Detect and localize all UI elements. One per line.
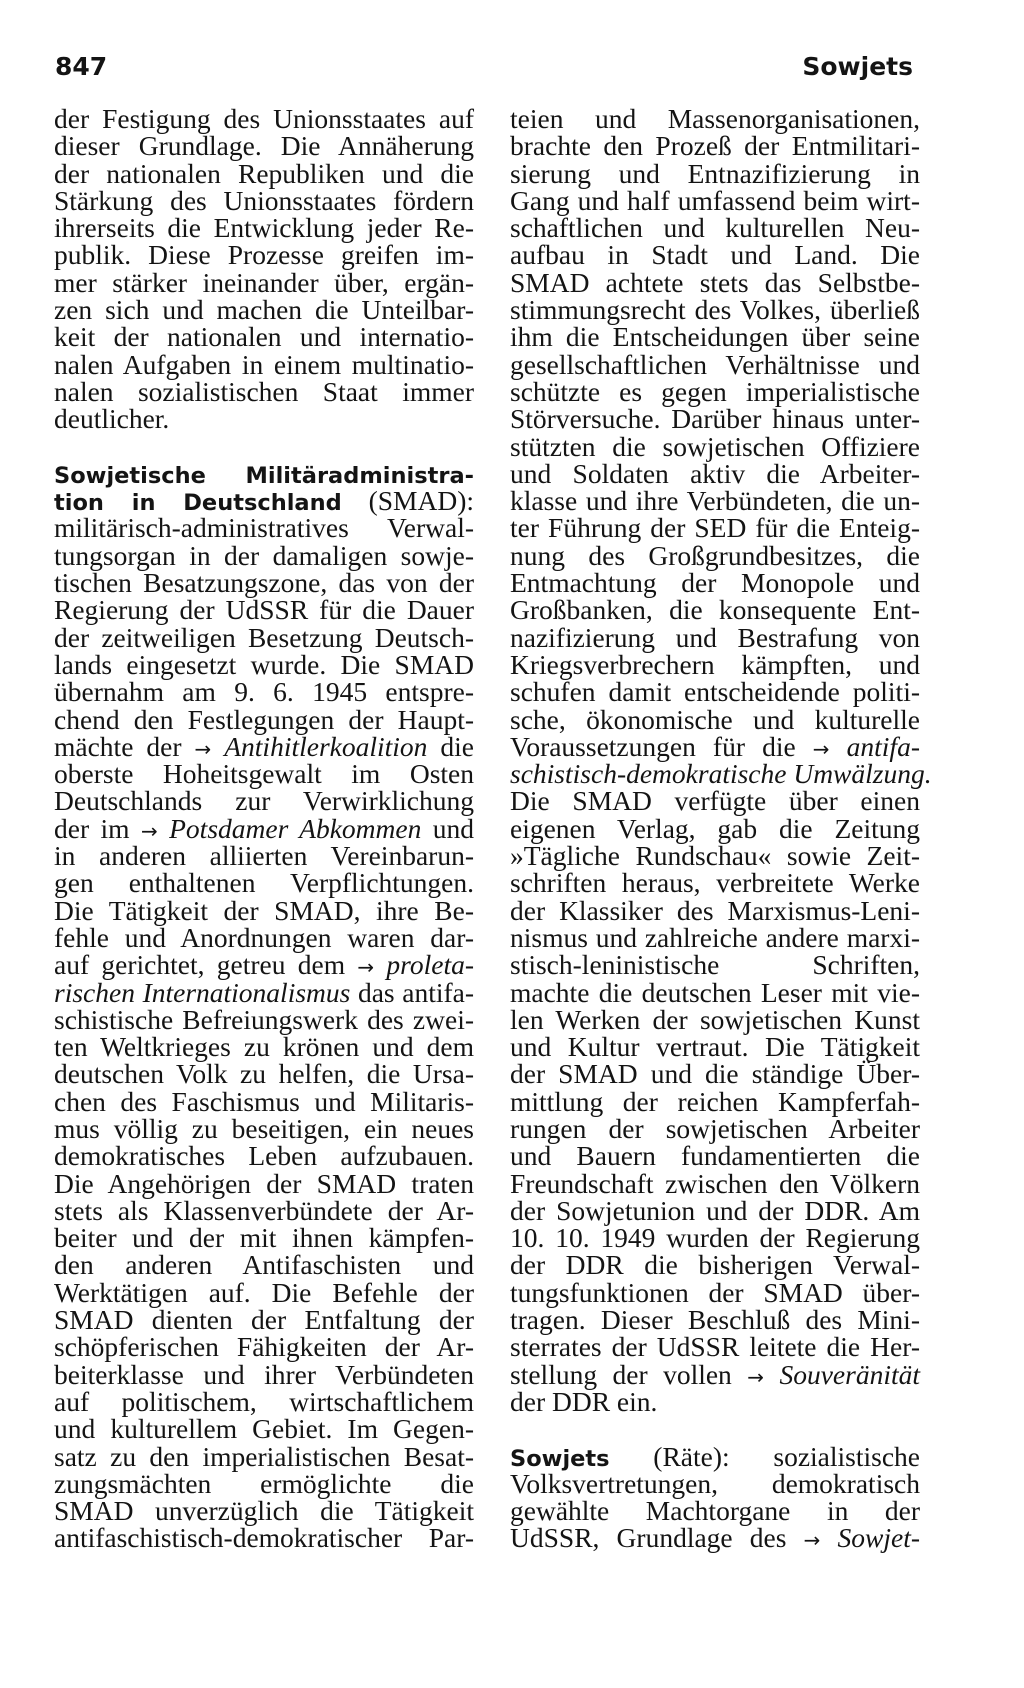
text-line-content: fehle und Anordnungen waren dar- xyxy=(54,921,474,953)
text-line-content: den anderen Antifaschisten und xyxy=(54,1249,474,1281)
text-line xyxy=(54,621,474,653)
text-line xyxy=(510,730,920,762)
text-line-content: und Kultur vertraut. Die Tätigkeit xyxy=(510,1031,920,1063)
text-line-content: der Sowjetunion und der DDR. Am xyxy=(510,1194,920,1226)
text-line xyxy=(510,457,920,489)
text-line xyxy=(510,567,920,599)
text-line xyxy=(54,485,475,517)
text-line-content: 10. 10. 1949 wurden der Regierung xyxy=(510,1222,920,1254)
text-line-content: Störversuche. Darüber hinaus unter- xyxy=(510,403,920,435)
text-line xyxy=(54,1194,474,1226)
text-line-content: der DDR die bisherigen Verwal- xyxy=(510,1249,920,1281)
text-line-content: auf politischem, wirtschaftlichem xyxy=(54,1385,474,1417)
text-line xyxy=(510,212,920,244)
text-line xyxy=(510,1249,920,1281)
text-line-content: aufbau in Stadt und Land. Die xyxy=(510,239,920,271)
text-line-content: ten Weltkrieges zu krönen und dem xyxy=(54,1031,474,1063)
cross-reference-link[interactable]: antifa- xyxy=(846,730,920,762)
arrow-icon: → xyxy=(357,955,375,980)
text-line-content: dieser Grundlage. Die Annäherung xyxy=(54,130,474,162)
text-line xyxy=(54,758,474,790)
text-line xyxy=(54,239,474,271)
text-line-content: nalen Aufgaben in einem multinatio- xyxy=(54,348,474,380)
text-line xyxy=(510,812,920,844)
text-line-content: Kriegsverbrechern kämpften, und xyxy=(510,648,920,680)
text-segment: der im xyxy=(54,812,130,844)
text-line xyxy=(510,184,920,216)
text-line xyxy=(510,1467,920,1499)
text-line xyxy=(510,1031,920,1063)
text-segment: und xyxy=(432,812,475,844)
text-line-content: Die SMAD verfügte über einen xyxy=(510,785,920,817)
text-line-content: publik. Diese Prozesse greifen im- xyxy=(54,239,474,271)
text-line xyxy=(54,105,474,132)
text-line-content: Werktätigen auf. Die Befehle der xyxy=(54,1276,474,1308)
text-line xyxy=(54,1003,474,1035)
text-line xyxy=(510,1276,920,1308)
cross-reference-link[interactable]: Potsdamer Abkommen xyxy=(169,812,422,844)
text-line xyxy=(510,676,920,708)
text-line-content: teien und Massenorganisationen, xyxy=(510,103,920,134)
text-line-content: stisch-leninistische Schriften, xyxy=(510,949,920,981)
text-line xyxy=(510,1058,920,1090)
text-line-content: der zeitweiligen Besetzung Deutsch- xyxy=(54,621,474,653)
text-line-content: schufen damit entscheidende politi- xyxy=(510,676,920,708)
text-line-content: deutschen Volk zu helfen, die Ursa- xyxy=(54,1058,474,1090)
text-line xyxy=(510,1167,920,1199)
text-line-content: Die Tätigkeit der SMAD, ihre Be- xyxy=(54,894,474,926)
text-line-content: sche, ökonomische und kulturelle xyxy=(510,703,920,735)
entry-abbreviation: (SMAD): xyxy=(368,485,475,517)
text-line-content: tungsorgan in der damaligen sowje- xyxy=(54,539,474,571)
text-line xyxy=(510,867,920,899)
text-line-content: brachte den Prozeß der Entmilitari- xyxy=(510,130,920,162)
text-line-content: sterrates der UdSSR leitete die Her- xyxy=(510,1331,920,1363)
text-line-content: machte die deutschen Leser mit vie- xyxy=(510,976,920,1008)
text-line xyxy=(510,1358,920,1390)
text-line xyxy=(510,1304,920,1336)
text-line xyxy=(54,921,474,953)
text-line xyxy=(54,676,474,708)
text-line xyxy=(510,648,920,680)
text-line xyxy=(510,105,920,132)
text-line-content: eigenen Verlag, gab die Zeitung xyxy=(510,812,920,844)
text-line-content: len Werken der sowjetischen Kunst xyxy=(510,1003,920,1035)
text-line-content: tungsfunktionen der SMAD über- xyxy=(510,1276,920,1308)
text-line xyxy=(54,1385,474,1417)
text-line-content: antifaschistisch-demokratischer Par- xyxy=(54,1522,474,1554)
text-line xyxy=(54,703,474,735)
arrow-icon: → xyxy=(194,736,212,761)
text-line xyxy=(510,348,920,380)
text-line xyxy=(510,840,920,872)
text-line-content: Entmachtung der Monopole und xyxy=(510,567,920,599)
text-line xyxy=(510,785,920,817)
left-column xyxy=(54,105,474,1552)
text-line xyxy=(510,758,932,790)
cross-reference-link[interactable]: Sowjet- xyxy=(837,1522,921,1554)
text-line xyxy=(54,1522,474,1554)
text-line-content: beiterklasse und ihrer Verbündeten xyxy=(54,1358,474,1390)
text-line-content: Freundschaft zwischen den Völkern xyxy=(510,1167,920,1199)
text-segment: Voraussetzungen für die xyxy=(510,730,796,762)
text-line xyxy=(54,1112,474,1144)
text-line xyxy=(510,239,920,271)
arrow-icon: → xyxy=(812,736,830,761)
text-line-content: zungsmächten ermöglichte die xyxy=(54,1467,474,1499)
text-line xyxy=(54,1140,474,1172)
text-line-content: in anderen alliierten Vereinbarun- xyxy=(54,840,474,872)
text-line xyxy=(54,212,474,244)
text-line-content: schützte es gegen imperialistische xyxy=(510,375,920,407)
text-line xyxy=(54,433,474,460)
text-line xyxy=(54,184,474,216)
text-line xyxy=(510,1331,920,1363)
text-line xyxy=(54,894,474,926)
cross-reference-link[interactable]: proleta- xyxy=(386,949,474,981)
text-line xyxy=(510,403,920,435)
text-line xyxy=(54,1331,474,1363)
arrow-icon: → xyxy=(747,1364,765,1389)
text-line xyxy=(510,1085,920,1117)
text-line-content: mittlung der reichen Kampferfah- xyxy=(510,1085,920,1117)
text-line-content: sierung und Entnazifizierung in xyxy=(510,157,920,189)
text-line xyxy=(54,539,474,571)
text-line-content: Gang und half umfassend beim wirt- xyxy=(510,184,920,216)
text-line xyxy=(510,130,920,162)
text-line xyxy=(510,1112,920,1144)
text-line xyxy=(54,348,474,380)
text-line-content: SMAD unverzüglich die Tätigkeit xyxy=(54,1495,474,1527)
text-line-content: beiter und der mit ihnen kämpfen- xyxy=(54,1222,474,1254)
text-line-content: keit der nationalen und internatio- xyxy=(54,321,474,353)
text-line xyxy=(54,1495,474,1527)
text-line xyxy=(510,703,920,735)
text-line-content: der Festigung des Unionsstaates auf xyxy=(54,103,474,134)
text-line-content: SMAD dienten der Entfaltung der xyxy=(54,1304,474,1336)
text-line xyxy=(510,1440,920,1472)
text-line-content: der nationalen Republiken und die xyxy=(54,157,474,189)
text-line xyxy=(54,1413,474,1445)
text-line-content: stimmungsrecht des Volkes, überließ xyxy=(510,294,920,326)
entry-headword: Sowjets xyxy=(510,1445,610,1472)
text-line-content: zen sich und machen die Unteilbar- xyxy=(54,294,474,326)
text-line-content: und Bauern fundamentierten die xyxy=(510,1140,920,1172)
cross-reference-link[interactable]: Antihitlerkoalition xyxy=(224,730,428,762)
text-line-content: nalen sozialistischen Staat immer xyxy=(54,375,474,407)
text-line-content: Großbanken, die konsequente Ent- xyxy=(510,594,920,626)
text-line xyxy=(54,949,474,981)
text-line xyxy=(510,539,920,571)
text-line xyxy=(54,375,474,407)
text-line-content: übernahm am 9. 6. 1945 entspre- xyxy=(54,676,474,708)
text-line xyxy=(54,840,474,872)
text-line xyxy=(54,1085,474,1117)
arrow-icon: → xyxy=(140,818,158,843)
text-line-content: schöpferischen Fähigkeiten der Ar- xyxy=(54,1331,474,1363)
page-number: 847 xyxy=(55,52,108,81)
text-line-content: nismus und zahlreiche andere marxi- xyxy=(510,921,920,953)
text-segment: der DDR ein. xyxy=(510,1385,658,1417)
text-line-content: Stärkung des Unionsstaates fördern xyxy=(54,184,474,216)
text-line-content: schriften heraus, verbreitete Werke xyxy=(510,867,920,899)
text-line-content: ihrerseits die Entwicklung jeder Re- xyxy=(54,212,474,244)
text-line xyxy=(54,867,474,899)
text-line-content: satz zu den imperialistischen Besat- xyxy=(54,1440,474,1472)
text-line-content: der Klassiker des Marxismus-Leni- xyxy=(510,894,920,926)
text-line-content: und Soldaten aktiv die Arbeiter- xyxy=(510,457,920,489)
text-line xyxy=(510,1522,921,1554)
text-line xyxy=(510,921,920,953)
text-line xyxy=(510,485,920,517)
text-line-content: gen enthaltenen Verpflichtungen. xyxy=(54,867,474,899)
text-line-content: schaftlichen und kulturellen Neu- xyxy=(510,212,920,244)
text-line xyxy=(54,1167,474,1199)
text-line xyxy=(510,512,920,544)
text-line-content: Deutschlands zur Verwirklichung xyxy=(54,785,474,817)
text-line-content: lands eingesetzt wurde. Die SMAD xyxy=(54,648,474,680)
text-line xyxy=(510,1415,920,1442)
text-line xyxy=(54,1440,474,1472)
text-line-content: chend den Festlegungen der Haupt- xyxy=(54,703,474,735)
text-segment: stellung der vollen xyxy=(510,1358,732,1390)
text-line-content: oberste Hoheitsgewalt im Osten xyxy=(54,758,474,790)
text-line xyxy=(510,1222,920,1254)
text-line xyxy=(54,1467,474,1499)
text-line xyxy=(510,976,920,1008)
text-line xyxy=(54,976,474,1008)
text-line-content: stützten die sowjetischen Offiziere xyxy=(510,430,920,462)
text-line xyxy=(510,266,920,298)
text-line xyxy=(510,594,920,626)
text-line-content: gewählte Machtorgane in der xyxy=(510,1495,920,1527)
text-line xyxy=(510,894,920,926)
text-line xyxy=(54,785,474,817)
text-line-content: tragen. Dieser Beschluß des Mini- xyxy=(510,1304,920,1336)
text-line-content: rungen der sowjetischen Arbeiter xyxy=(510,1112,920,1144)
text-line xyxy=(54,266,474,298)
entry-headword: tion in Deutschland xyxy=(54,490,342,517)
text-line xyxy=(54,1358,474,1390)
text-line xyxy=(54,403,474,435)
text-line-content: SMAD achtete stets das Selbstbe- xyxy=(510,266,920,298)
text-line xyxy=(510,1385,920,1417)
text-line-content: Regierung der UdSSR für die Dauer xyxy=(54,594,474,626)
text-line-content: militärisch-administratives Verwal- xyxy=(54,512,474,544)
text-line xyxy=(54,567,474,599)
text-line xyxy=(54,1222,474,1254)
text-line xyxy=(510,375,920,407)
text-line-content: nazifizierung und Bestrafung von xyxy=(510,621,920,653)
running-head: Sowjets xyxy=(802,52,913,81)
text-segment: das antifa- xyxy=(357,976,474,1008)
text-line-content: Volksvertretungen, demokratisch xyxy=(510,1467,920,1499)
text-line xyxy=(54,1031,474,1063)
text-line-content: klasse und ihre Verbündeten, die un- xyxy=(510,485,920,517)
text-line xyxy=(54,321,474,353)
text-line xyxy=(510,157,920,189)
cross-reference-link[interactable]: rischen Internationalismus xyxy=(54,976,351,1008)
text-line-content: stets als Klassenverbündete der Ar- xyxy=(54,1194,474,1226)
text-line-content: demokratisches Leben aufzubauen. xyxy=(54,1140,474,1172)
text-line-content: nung des Großgrundbesitzes, die xyxy=(510,539,920,571)
text-line-content: ihm die Entscheidungen über seine xyxy=(510,321,920,353)
text-line xyxy=(54,594,474,626)
text-line xyxy=(54,730,475,762)
text-segment: die xyxy=(440,730,475,762)
text-line-content: mus völlig zu beseitigen, ein neues xyxy=(54,1112,474,1144)
text-line xyxy=(510,430,920,462)
text-line xyxy=(54,130,474,162)
text-line xyxy=(510,1003,920,1035)
text-line xyxy=(510,321,920,353)
text-line xyxy=(54,1276,474,1308)
text-line-content: und kulturellem Gebiet. Im Gegen- xyxy=(54,1413,474,1445)
text-line xyxy=(54,1249,474,1281)
text-line xyxy=(510,1194,920,1226)
text-line xyxy=(510,949,920,981)
arrow-icon: → xyxy=(803,1528,821,1553)
text-line-content: chen des Faschismus und Militaris- xyxy=(54,1085,474,1117)
text-line xyxy=(510,1140,920,1172)
text-line-content: mer stärker ineinander über, ergän- xyxy=(54,266,474,298)
text-line-content: ter Führung der SED für die Enteig- xyxy=(510,512,920,544)
text-line-content: »Tägliche Rundschau« sowie Zeit- xyxy=(510,840,920,872)
text-line xyxy=(54,460,474,487)
text-line xyxy=(510,1495,920,1527)
text-line-content: deutlicher. xyxy=(54,403,170,435)
text-line xyxy=(54,812,475,844)
text-line xyxy=(54,1058,474,1090)
text-line xyxy=(510,294,920,326)
right-column xyxy=(510,103,932,1554)
text-line xyxy=(54,1304,474,1336)
text-line-content: tischen Besatzungszone, das von der xyxy=(54,567,474,599)
text-segment: (Räte): sozialistische xyxy=(653,1440,920,1472)
text-line xyxy=(54,648,474,680)
text-segment: UdSSR, Grundlage des xyxy=(510,1522,787,1554)
text-line-content: Die Angehörigen der SMAD traten xyxy=(54,1167,474,1199)
text-line xyxy=(54,294,474,326)
text-segment: mächte der xyxy=(54,730,182,762)
text-line xyxy=(54,157,474,189)
text-line-content: der SMAD und die ständige Über- xyxy=(510,1058,920,1090)
cross-reference-link[interactable]: schistisch-demokratische Umwälzung. xyxy=(510,758,932,790)
text-line xyxy=(510,621,920,653)
entry-headword: Sowjetische Militäradministra- xyxy=(54,462,474,489)
text-line-content: schistische Befreiungswerk des zwei- xyxy=(54,1003,474,1035)
cross-reference-link[interactable]: Souveränität xyxy=(779,1358,920,1390)
text-line-content: gesellschaftlichen Verhältnisse und xyxy=(510,348,920,380)
text-segment: auf gerichtet, getreu dem xyxy=(54,949,346,981)
text-line xyxy=(54,512,474,544)
